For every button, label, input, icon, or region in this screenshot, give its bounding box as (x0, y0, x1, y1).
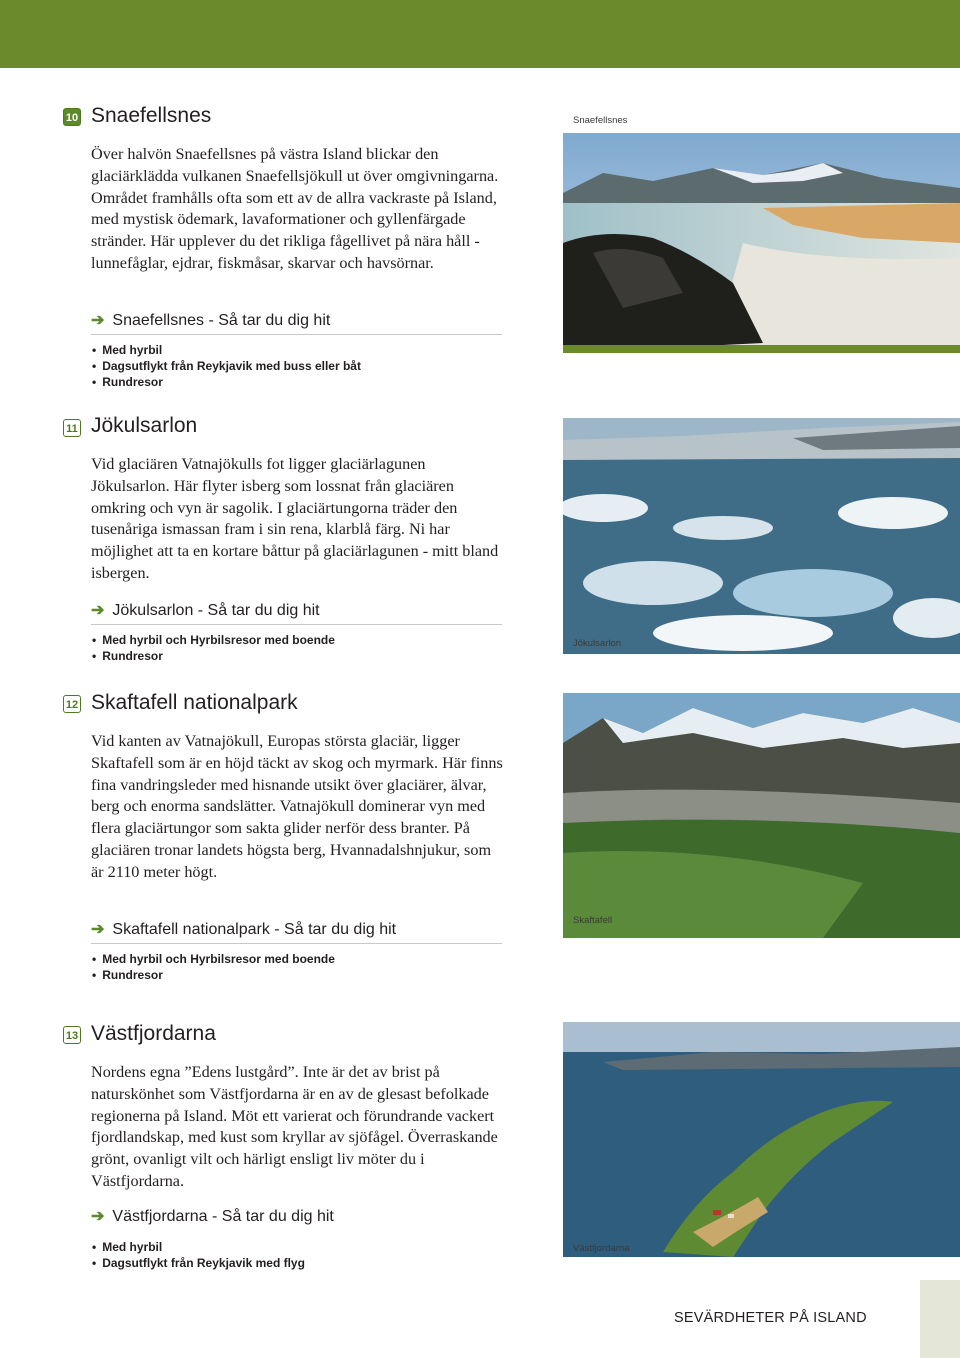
travel-option: • Dagsutflykt från Reykjavik med flyg (92, 1255, 305, 1271)
photo-snaefellsnes (563, 133, 960, 353)
section-number: 12 (63, 695, 81, 713)
section-body: Vid glaciären Vatnajökulls fot ligger glaciärlagunen Jökulsarlon. Här flyter isberg som lossnat från glaciären omkring och vyn är sagolik. I glaciärtungorna träder den tusenåriga ismassan fram i sin rena, klarblå färg. Ni har möjlighet att ta en kortare båttur på glaciärlagunen - mitt bland isbergen. (91, 455, 499, 582)
arrow-right-icon: ➔ (91, 1208, 105, 1225)
section-title: Jökulsarlon (91, 414, 198, 437)
directions-label: Snaefellsnes - Så tar du dig hit (112, 312, 331, 329)
section-number: 13 (63, 1026, 81, 1044)
section-body: Vid kanten av Vatnajökull, Europas största glaciär, ligger Skaftafell som är en höjd täckt av skog och myrmark. Här finns fina vandringsleder med hisnande utsikt över glaciärer, älvar, berg och enorma sandslätter. Vatnajökull dominerar vyn med flera glaciärtungor som sakta glider nerför dess branter. På glaciären tronar landets högsta berg, Hvannadalshnjukur, som är 2110 meter högt. (91, 732, 503, 881)
page-footer: SEVÄRDHETER PÅ ISLAND (674, 1310, 867, 1326)
section-title: Västfjordarna (91, 1022, 216, 1045)
directions-heading (91, 310, 502, 335)
section-number: 10 (63, 108, 81, 126)
section-body: Över halvön Snaefellsnes på västra Island blickar den glaciärklädda vulkanen Snaefellsjökull ut över omgivningarna. Området framhålls ofta som ett av de allra vackraste på Island, med mystisk ödemark, lavaformationer och gyllenfärgade stränder. Här upplever du det rikliga fågellivet på nära håll - lunnefåglar, ejdrar, fiskmåsar, skarvar och havsörnar. (91, 145, 499, 272)
travel-option: • Med hyrbil och Hyrbilsresor med boende (92, 632, 335, 648)
travel-option: • Med hyrbil och Hyrbilsresor med boende (92, 951, 335, 967)
photo-jokulsarlon (563, 418, 960, 654)
directions-heading (91, 1206, 502, 1230)
travel-options (92, 1239, 305, 1271)
travel-option: • Rundresor (92, 648, 335, 664)
photo-caption: Skaftafell (573, 915, 613, 926)
arrow-right-icon: ➔ (91, 602, 105, 619)
travel-option: • Med hyrbil (92, 342, 361, 358)
top-banner (0, 0, 960, 68)
directions-heading (91, 919, 502, 944)
travel-option: • Dagsutflykt från Reykjavik med buss eller båt (92, 358, 361, 374)
arrow-right-icon: ➔ (91, 312, 105, 329)
travel-option: • Rundresor (92, 374, 361, 390)
directions-label: Jökulsarlon - Så tar du dig hit (112, 602, 320, 619)
section-body: Nordens egna ”Edens lustgård”. Inte är det av brist på naturskönhet som Västfjordarna är en av de glesast befolkade regionerna på Island. Möt ett varierat och förundrande vackert fjordlandskap, med kust som kryllar av sjöfågel. Överraskande grönt, ovanligt vilt och härligt ensligt liv möter du i Västfjordarna. (91, 1063, 498, 1190)
side-tab (920, 1280, 960, 1358)
section-title: Snaefellsnes (91, 104, 212, 127)
directions-label: Västfjordarna - Så tar du dig hit (112, 1208, 334, 1225)
travel-options (92, 632, 335, 664)
travel-option: • Rundresor (92, 967, 335, 983)
directions-heading (91, 600, 502, 625)
travel-options (92, 951, 335, 983)
directions-label: Skaftafell nationalpark - Så tar du dig hit (112, 921, 397, 938)
travel-option: • Med hyrbil (92, 1239, 305, 1255)
section-title: Skaftafell nationalpark (91, 691, 298, 714)
section-number: 11 (63, 419, 81, 437)
photo-skaftafell (563, 693, 960, 938)
arrow-right-icon: ➔ (91, 921, 105, 938)
travel-options (92, 342, 361, 390)
photo-caption: Jökulsarlon (573, 638, 622, 649)
photo-caption: Snaefellsnes (573, 115, 628, 126)
photo-caption: Västfjordarna (573, 1243, 630, 1254)
photo-vastfjordarna (563, 1022, 960, 1257)
